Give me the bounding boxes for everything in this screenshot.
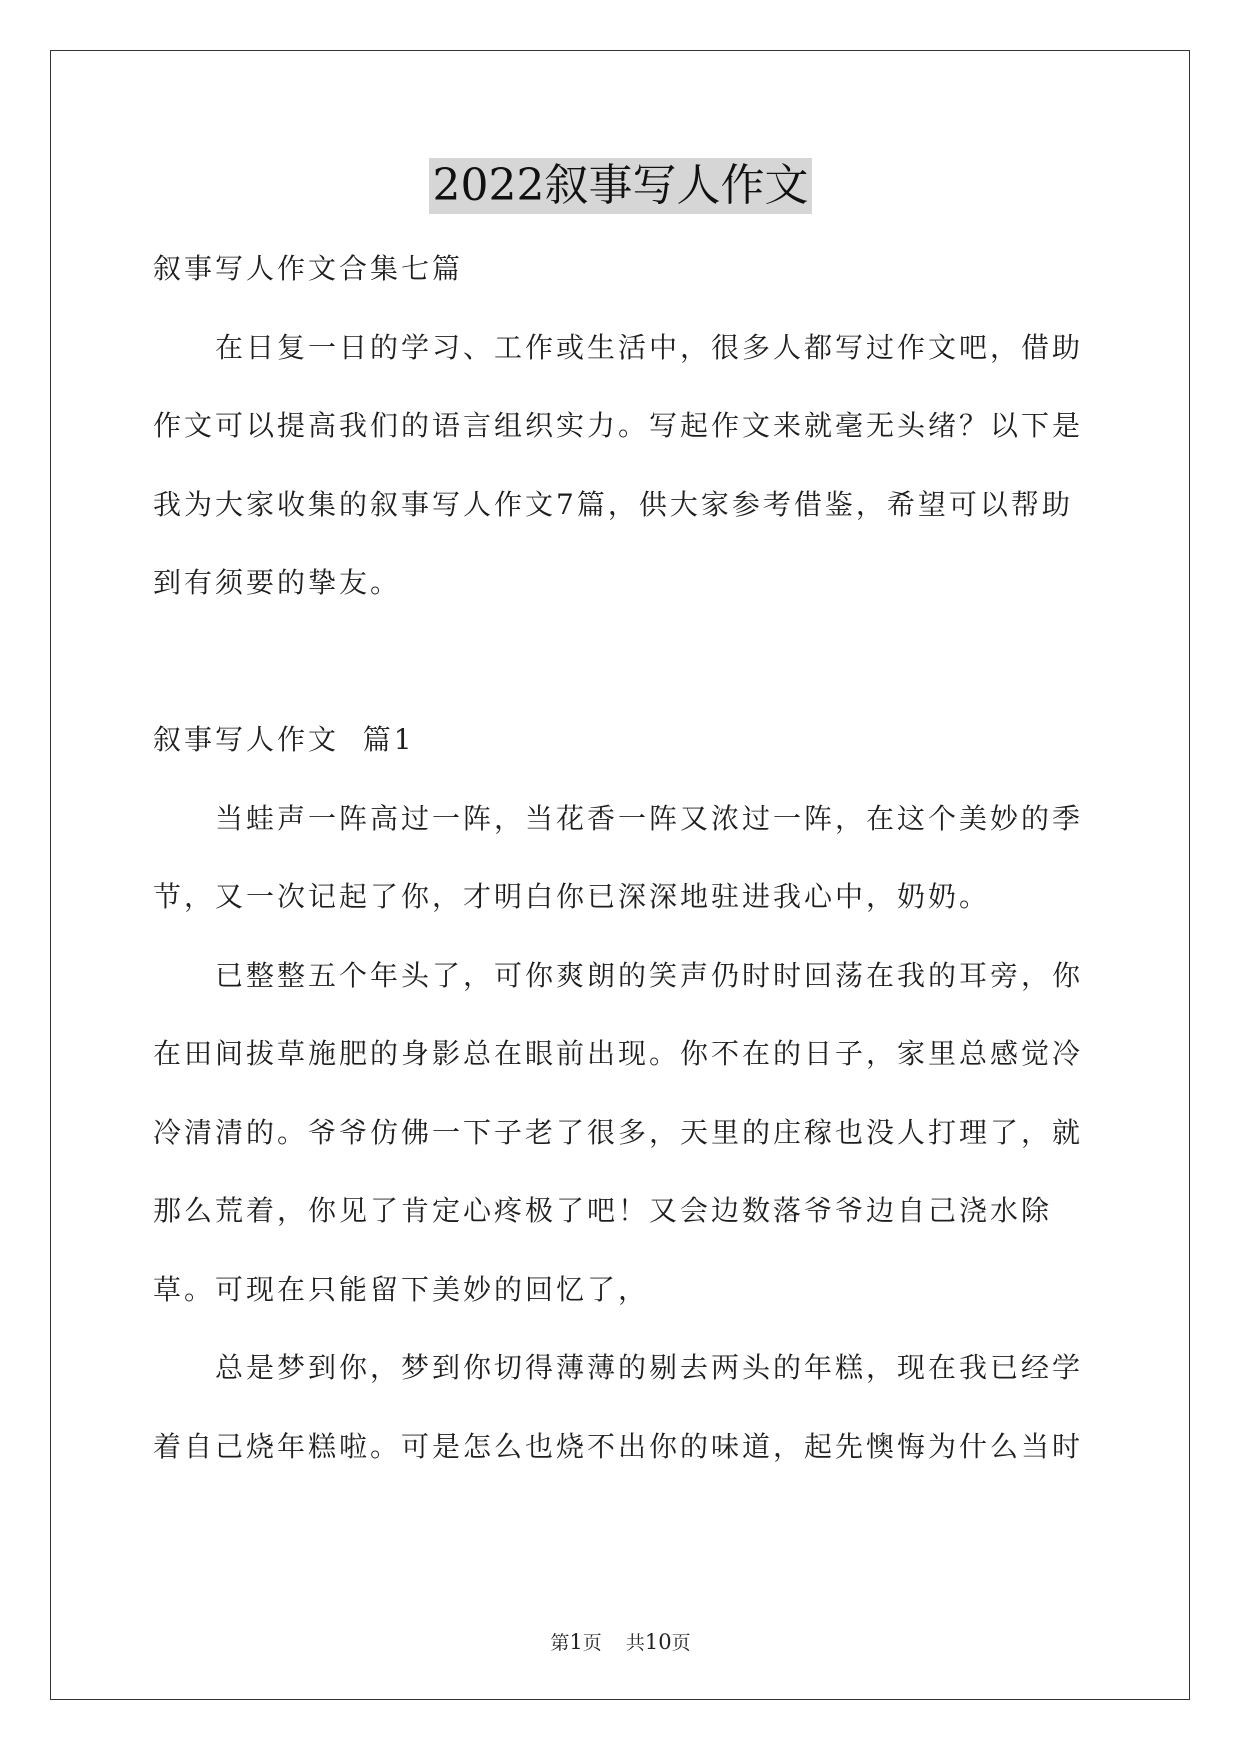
section-spacer [153,623,1103,702]
body-paragraph: 已整整五个年头了，可你爽朗的笑声仍时时回荡在我的耳旁，你在田间拔草施肥的身影总在眼前出现。你不在的日子，家里总感觉冷冷清清的。爷爷仿佛一下子老了很多，天里的庄稼也没人打理了，就那么荒着，你见了肯定心疼极了吧！又会边数落爷爷边自己浇水除草。可现在只能留下美妙的回忆了， [153,958,1084,1306]
body-paragraph: 当蛙声一阵高过一阵，当花香一阵又浓过一阵，在这个美妙的季节，又一次记起了你，才明白你已深深地驻进我心中，奶奶。 [153,801,1084,913]
intro-paragraph: 在日复一日的学习、工作或生活中，很多人都写过作文吧，借助作文可以提高我们的语言组织实力。写起作文来就毫无头绪？以下是我为大家收集的叙事写人作文7篇，供大家参考借鉴，希望可以帮助到有须要的挚友。 [153,330,1084,599]
page-number-unit: 页 [582,1632,602,1654]
page-number-prefix: 第 [550,1632,570,1654]
document-body [153,230,1103,1486]
document-title: 2022叙事写人作文 [429,158,813,214]
section-heading: 叙事写人作文 篇1 [153,723,415,756]
page-number-current: 1 [569,1630,583,1654]
document-subtitle: 叙事写人作文合集七篇 [153,252,464,285]
body-paragraph: 总是梦到你，梦到你切得薄薄的剔去两头的年糕，现在我已经学着自己烧年糕啦。可是怎么也烧不出你的味道，起先懊悔为什么当时 [153,1351,1084,1463]
title-container [0,158,1241,214]
page-total-unit: 页 [671,1632,691,1654]
page-total-prefix: 共 [625,1632,645,1654]
page-number-total: 10 [644,1630,672,1654]
page-footer [0,1630,1241,1655]
